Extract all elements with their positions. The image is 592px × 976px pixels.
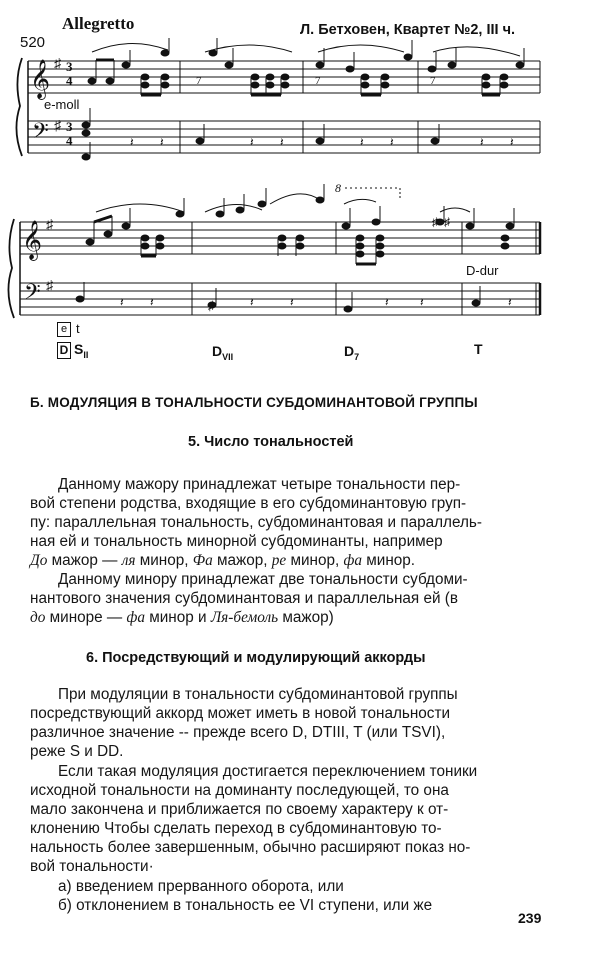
bass-clef-icon: 𝄢 (24, 280, 41, 309)
svg-text:♯: ♯ (54, 57, 61, 72)
svg-text:♯: ♯ (46, 279, 53, 294)
function-sub: 7 (354, 351, 360, 362)
list-item: б) отклонением в тональность ее VI ступени, или же (58, 897, 433, 914)
svg-text:𝄽: 𝄽 (480, 135, 484, 149)
text-span: минор. (362, 552, 416, 569)
function-d-7 (344, 343, 359, 362)
function-t (474, 341, 483, 357)
text-italic: фа (126, 609, 145, 626)
svg-text:𝄽: 𝄽 (130, 135, 134, 149)
svg-text:𝄽: 𝄽 (385, 295, 389, 309)
music-score (0, 0, 592, 370)
text-italic: До (30, 552, 48, 569)
source-attribution: Л. Бетховен, Квартет №2, III ч. (300, 22, 516, 38)
section-heading: Б. МОДУЛЯЦИЯ В ТОНАЛЬНОСТИ СУБДОМИНАНТОВОЙ ГРУППЫ (30, 395, 478, 410)
subsection-heading-5: 5. Число тональностей (188, 434, 354, 450)
function-sub: II (83, 349, 89, 360)
svg-text:𝄽: 𝄽 (360, 135, 364, 149)
box-e: e (57, 322, 71, 337)
box-t: t (76, 321, 80, 336)
paragraph-4 (30, 762, 535, 876)
function-base: D (212, 343, 223, 359)
svg-text:𝄽: 𝄽 (120, 295, 124, 309)
function-base: D (344, 343, 355, 359)
text-line: Данному мажору принадлежат четыре тональности пер- (58, 476, 461, 493)
function-base: T (474, 341, 483, 357)
text-italic: ля (121, 552, 136, 569)
function-d-vii (212, 343, 233, 362)
ottava-mark: 8 (335, 181, 341, 195)
text-italic: до (30, 609, 46, 626)
svg-text:7: 7 (196, 75, 202, 87)
text-span: минор и (144, 609, 211, 626)
key-label: e-moll (44, 97, 80, 112)
text-line: нантового значения субдоминантовая и параллельная ей (в (30, 590, 458, 607)
target-key-label: D-dur (466, 263, 499, 278)
svg-text:𝄽: 𝄽 (420, 295, 424, 309)
text-line: нальность более завершенным, обычно расширяют показ но- (30, 839, 471, 856)
tempo-marking: Allegretto (62, 14, 135, 33)
text-span: мажор) (278, 609, 334, 626)
text-line: При модуляции в тональности субдоминантовой группы (58, 686, 458, 703)
svg-text:♯: ♯ (208, 298, 215, 313)
text-line: исходной тональности на доминанту последующей, то она (30, 782, 449, 799)
text-line: Данному минору принадлежат две тональности субдоми- (58, 571, 468, 588)
svg-text:𝄽: 𝄽 (250, 295, 254, 309)
text-line (30, 551, 535, 570)
time-signature-bass-top: 3 (66, 119, 73, 134)
enumerated-list (58, 877, 538, 915)
list-item: а) введением прерванного оборота, или (58, 878, 344, 895)
svg-text:𝄽: 𝄽 (290, 295, 294, 309)
svg-text:𝄽: 𝄽 (390, 135, 394, 149)
text-line: пу: параллельная тональность, субдоминантовая и параллель- (30, 514, 482, 531)
svg-text:♯: ♯ (54, 119, 61, 134)
text-italic: фа (343, 552, 363, 569)
svg-text:𝄽: 𝄽 (250, 135, 254, 149)
svg-text:𝄽: 𝄽 (510, 135, 514, 149)
text-span: минор, (286, 552, 344, 569)
text-line: вой тональности· (30, 858, 154, 875)
text-span: мажор, (212, 552, 272, 569)
text-span: минор, (135, 552, 193, 569)
page-number: 239 (518, 910, 542, 926)
svg-text:7: 7 (430, 75, 436, 87)
time-signature-treble-top: 3 (66, 59, 73, 74)
svg-text:𝄽: 𝄽 (508, 295, 512, 309)
paragraph-3 (30, 685, 535, 761)
function-s-ii (74, 341, 88, 360)
svg-text:𝄽: 𝄽 (160, 135, 164, 149)
svg-text:♯: ♯ (432, 215, 438, 229)
text-line (30, 608, 535, 627)
text-line: посредствующий аккорд может иметь в новой тональности (30, 705, 450, 722)
time-signature-bass-bottom: 4 (66, 133, 73, 148)
function-base: S (74, 341, 84, 357)
page-corner-number: 520 (20, 34, 46, 51)
text-line: ная ей и тональность минорной субдоминанты, например (30, 533, 443, 550)
bass-clef-icon: 𝄢 (32, 119, 49, 148)
box-d: D (57, 342, 71, 359)
function-sub: VII (222, 351, 234, 362)
treble-clef-icon: 𝄞 (22, 222, 43, 259)
text-line: мало закончена и приближается по своему характеру к от- (30, 801, 449, 818)
text-line: различное значение -- прежде всего D, DTIII, T (или TSVI), (30, 724, 446, 741)
text-italic: Фа (192, 552, 213, 569)
paragraph-1 (30, 475, 535, 627)
treble-clef-icon: 𝄞 (30, 61, 51, 98)
svg-text:7: 7 (315, 75, 321, 87)
subsection-heading-6: 6. Посредствующий и модулирующий аккорды (86, 650, 426, 666)
staff-bass-1 (28, 121, 540, 153)
text-line: вой степени родства, входящие в его субдоминантовую груп- (30, 495, 467, 512)
text-line: реже S и DD. (30, 743, 124, 760)
text-italic: ре (271, 552, 287, 569)
text-span: мажор — (47, 552, 122, 569)
text-italic: Ля-бемоль (210, 609, 279, 626)
text-span: миноре — (45, 609, 127, 626)
time-signature-treble-bottom: 4 (66, 73, 73, 88)
svg-text:♯: ♯ (444, 215, 450, 229)
text-line: клонению Чтобы сделать переход в субдоминантовую то- (30, 820, 442, 837)
text-line: Если такая модуляция достигается переключением тоники (58, 763, 478, 780)
svg-text:♯: ♯ (46, 218, 53, 233)
svg-text:𝄽: 𝄽 (280, 135, 284, 149)
svg-text:𝄽: 𝄽 (150, 295, 154, 309)
